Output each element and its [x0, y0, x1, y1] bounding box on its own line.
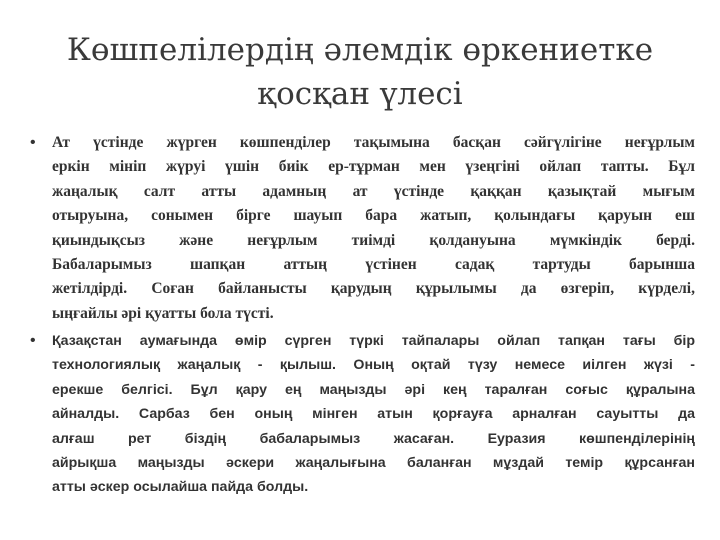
paragraph-line: Ат үстінде жүрген көшпенділер тақымына басқан сәйгүлігіне неғұрлым: [52, 134, 695, 151]
bullet-paragraph-sword: [30, 329, 695, 500]
slide-title: [40, 28, 680, 116]
paragraph-line: Қазақстан аумағында өмір сүрген түркі тайпалары ойлап тапқан тағы бір: [52, 333, 695, 349]
paragraph-line: еркін мініп жүруі үшін биік ер-тұрман мен үзеңгіні ойлап тапты. Бұл: [52, 158, 695, 176]
bullet-icon: •: [30, 134, 36, 151]
slide-title-line-2: қосқан үлесі: [257, 76, 463, 112]
paragraph-line: алғаш рет біздің бабаларымыз жасаған. Еуразия көшпенділерінің: [52, 430, 695, 447]
paragraph-line: жаңалық салт атты адамның ат үстінде қаққан қазықтай мығым: [52, 182, 695, 200]
paragraph-line: технологиялық жаңалық - қылыш. Оның оқтай түзу немесе иілген жүзі -: [52, 357, 695, 374]
paragraph-line: атты әскер осылайша пайда болды.: [52, 479, 309, 496]
paragraph-line: Бабаларымыз шапқан аттың үстінен садақ тартуды барынша: [52, 255, 695, 273]
bullet-paragraph-saddle: [30, 131, 695, 326]
paragraph-line: ерекше белгісі. Бұл қару ең маңызды әрі кең таралған соғыс құралына: [52, 381, 695, 398]
paragraph-line: отыруына, сонымен бірге шауып бара жатып, қолындағы қаруын еш: [52, 207, 695, 225]
paragraph-line: жетілдірді. Соған байланысты қарудың құрылымы да өзгеріп, күрделі,: [52, 280, 695, 298]
paragraph-line: қиындықсыз және неғұрлым тиімді қолдануына мүмкіндік берді.: [52, 231, 695, 249]
paragraph-line: айналды. Сарбаз бен оның мінген атын қорғауға арналған сауытты да: [52, 406, 695, 423]
paragraph-line: айрықша маңызды әскери жаңалығына баланған мұздай темір құрсанған: [52, 454, 695, 471]
slide-title-line-1: Көшпелілердің әлемдік өркениетке: [66, 32, 654, 68]
bullet-icon: •: [30, 332, 36, 349]
paragraph-line: ыңғайлы әрі қуатты бола түсті.: [52, 304, 274, 322]
